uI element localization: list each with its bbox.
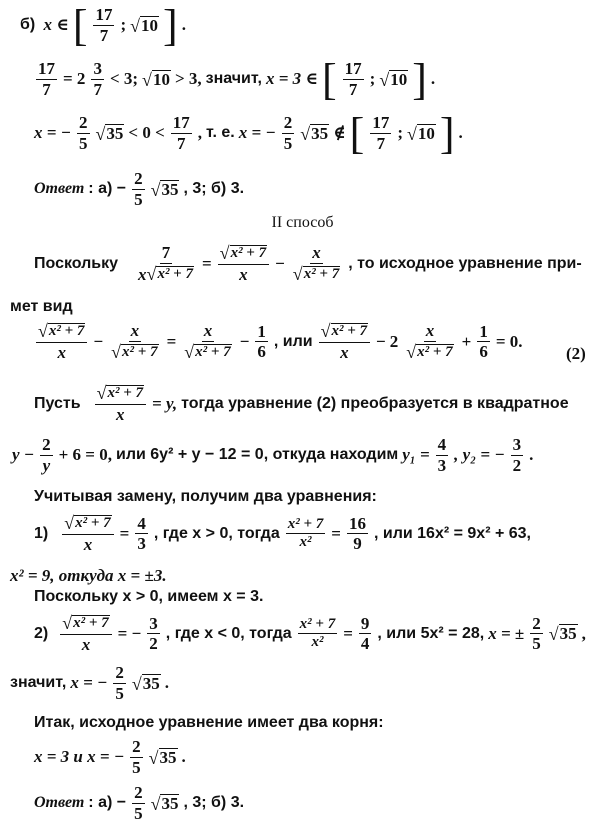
frac-3-2: $\frac{3}{2}$ — [512, 435, 522, 475]
frac-2-5: $\frac{2}{5}$ — [132, 737, 141, 777]
frac-17-7: $\frac{17}{7}$ — [38, 59, 55, 99]
conclusion-text: Итак, исходное уравнение имеет два корня: — [34, 714, 384, 731]
bracket-open: [ — [321, 54, 337, 104]
case-2-where: , где x < 0, тогда — [165, 624, 292, 642]
frac-1-6: $\frac{1}{6}$ — [257, 321, 266, 362]
y1: y₁ = — [402, 445, 430, 465]
sqrt-35: √ 35 — [131, 673, 160, 694]
case-1-line3: Поскольку x > 0, имеем x = 3. — [34, 588, 264, 605]
eq-minus: = − — [117, 623, 142, 643]
frac-x-over-sqrt: x √ x² + 7 — [406, 321, 453, 362]
frac-9-4: $\frac{9}{4}$ — [360, 613, 370, 654]
frac-17-7: $\frac{17}{7}$ — [372, 113, 390, 153]
bracket-close: ] — [439, 108, 455, 158]
word-znachit: значит, — [205, 70, 262, 88]
bracket-close: ] — [163, 0, 178, 50]
sqrt-10: √ 10 — [142, 69, 170, 90]
y-eq: = y, — [152, 393, 178, 413]
frac-x2p7-over-x2: $\frac{\text{x² + 7}}{\text{x²}}$ — [287, 515, 324, 551]
word-let: Пусть — [34, 394, 81, 412]
lt3: < 3; — [109, 69, 139, 89]
y2: , y₂ = − — [454, 445, 505, 465]
eq: = — [119, 523, 130, 543]
semicolon: ; — [120, 15, 127, 35]
word-since: Поскольку — [34, 254, 119, 272]
frac-17-7: $\frac{17}{7}$ — [95, 5, 113, 45]
sqrt-35: √ 35 — [548, 624, 577, 645]
frac-7-over-x-sqrt: 7 x √ x² + 7 — [138, 243, 193, 284]
word-znachit: значит, — [10, 674, 67, 692]
frac-3-2: $\frac{3}{2}$ — [149, 613, 158, 654]
quad-mid: или 6y² + y − 12 = 0, откуда находим — [115, 446, 399, 464]
sqrt-10: √ 10 — [407, 123, 435, 144]
answer-label: Ответ — [34, 180, 85, 198]
bracket-open: [ — [349, 108, 365, 158]
frac-sqrt-over-x: √ x² + 7 x — [62, 514, 113, 554]
frac-sqrt-over-x: √ x² + 7 x — [36, 322, 87, 362]
case-2-line2: значит, x = − $\frac{2}{5}$ √ 35 . — [10, 663, 169, 703]
word-te: т. е. — [206, 124, 235, 142]
answer-tail: , 3; б) 3. — [183, 180, 245, 198]
answer-part-a: : а) − — [88, 180, 127, 198]
bracket-open: [ — [72, 0, 88, 50]
y-minus: y − — [12, 445, 35, 465]
eq-zero: = 0. — [495, 331, 523, 351]
frac-3-7: $\frac{3}{7}$ — [93, 59, 102, 99]
frac-16-9: $\frac{16}{9}$ — [348, 513, 366, 554]
let-line — [34, 384, 569, 424]
compare-line: $\frac{17}{7}$ = 2 $\frac{3}{7}$ < 3; √ 10 > 3, значит, x = 3 ∈ [ $\frac{17}{7}$ ; √ 10 ] . — [38, 54, 436, 104]
frac-4-3: $\frac{4}{3}$ — [137, 513, 146, 554]
frac-17-7: $\frac{17}{7}$ — [172, 113, 190, 153]
x-pm: x = ± — [488, 623, 525, 643]
eq-number: (2) — [566, 344, 586, 363]
x-var: x ∈ — [39, 15, 69, 35]
frac-x2p7-over-x2: $\frac{\text{x² + 7}}{\text{x²}}$ — [299, 615, 336, 651]
frac-2-5: $\frac{2}{5}$ — [532, 613, 541, 654]
case-1-line2: x² = 9, откуда x = ±3. — [10, 566, 167, 585]
part-b-line: б) x ∈ [ $\frac{17}{7}$ ; √ 10 ] . — [20, 0, 186, 50]
x-eq-minus: x = − — [34, 123, 71, 143]
gt3: > 3, — [174, 69, 202, 89]
negative-root-line: x = − $\frac{2}{5}$ √ 35 < 0 < $\frac{17}{7}$ , т. е. x = − $\frac{2}{5}$ √ 35 ∉ [ $\frac{17}{7}$ ; √ 10 ] . — [34, 108, 463, 158]
sqrt-10: √ 10 — [130, 15, 159, 36]
frac-sqrt-over-x: √ x² + 7 x — [218, 244, 269, 284]
rel: < 0 < — [128, 123, 165, 143]
frac-x-over-sqrt: x √ x² + 7 — [111, 321, 158, 362]
case-2-label: 2) — [34, 624, 49, 642]
since-line: Поскольку 7 x √ x² + 7 = √ x² + 7 x − x √ x² + 7 , то исходное уравнение при- — [34, 243, 582, 284]
consider-line: Учитывая замену, получим два уравнения: — [34, 488, 377, 505]
case-1-label: 1) — [34, 524, 49, 542]
since-next: мет вид — [10, 298, 73, 315]
frac-2-5: $\frac{2}{5}$ — [115, 663, 124, 703]
sqrt-10: √ 10 — [379, 69, 408, 90]
frac-2-5: $\frac{2}{5}$ — [79, 113, 88, 153]
frac-2-y: $\frac{2}{y}$ — [42, 435, 51, 475]
x-eq-minus: x = − — [70, 673, 108, 693]
quadratic-line — [12, 436, 533, 475]
bracket-close: ] — [412, 54, 427, 104]
x-eq-3: x = 3 ∈ — [265, 69, 318, 89]
frac-sqrt-over-x: √ x² + 7 x — [95, 384, 146, 424]
case-1-where: , где x > 0, тогда — [153, 524, 280, 542]
coef-2: 2 — [389, 331, 399, 351]
period: . — [529, 445, 534, 465]
method-2-title: II способ — [271, 214, 334, 231]
answer-tail: , 3; б) 3. — [183, 794, 245, 812]
equation-2: √ x² + 7 x − x √ x² + 7 = x √ x² + 7 − $\frac{1}{6}$ , или √ x² + 7 x − 2 x √ x² + 7 + $\frac{1}{6}$ = 0. — [38, 321, 523, 362]
sqrt-35: √ 35 — [95, 123, 124, 144]
frac-x-over-sqrt: x √ x² + 7 — [292, 243, 340, 284]
case-1-or: , или 16x² = 9x² + 63, — [373, 524, 531, 542]
frac-2-5: $\frac{2}{5}$ — [283, 113, 293, 153]
eq-2: = 2 — [63, 69, 86, 89]
frac-sqrt-over-x: √ x² + 7 x — [60, 614, 111, 654]
roots: x = 3 и x = − — [34, 747, 125, 767]
sqrt-35: √ 35 — [150, 179, 179, 200]
answer-1 — [34, 170, 244, 209]
frac-1-6: $\frac{1}{6}$ — [479, 321, 488, 362]
frac-sqrt-over-x: √ x² + 7 x — [319, 322, 370, 362]
frac-2-5: $\frac{2}{5}$ — [134, 169, 143, 209]
plus-6: + 6 = 0, — [58, 445, 112, 465]
sqrt-35: √ 35 — [300, 123, 329, 144]
frac-17-7: $\frac{17}{7}$ — [344, 59, 362, 99]
case-1-line: 1) √ x² + 7 x = $\frac{4}{3}$ , где x > 0, тогда $\frac{\text{x² + 7}}{\text{x²}}$ = $\frac{16}{9}$ , или 16x² = 9x² + 63, — [34, 513, 531, 554]
answer-2 — [34, 784, 244, 823]
part-b-label: б) — [20, 16, 36, 34]
x-eq-minus: x = − — [238, 123, 276, 143]
frac-x-over-sqrt: x √ x² + 7 — [184, 321, 231, 362]
conclusion-roots: x = 3 и x = − $\frac{2}{5}$ √ 35 . — [34, 737, 186, 777]
case-2-or: , или 5x² = 28, — [377, 624, 485, 642]
not-in: ∉ — [333, 123, 346, 143]
answer-part-a: : а) − — [88, 794, 127, 812]
frac-4-3: $\frac{4}{3}$ — [437, 435, 447, 475]
sqrt-35: √ 35 — [150, 793, 179, 814]
case-2-line: 2) √ x² + 7 x = − $\frac{3}{2}$ , где x < 0, тогда $\frac{\text{x² + 7}}{\text{x²}}$ = $\frac{9}{4}$ , или 5x² = 28, x = ± $\frac{2}{5}$ √ 35 , — [34, 613, 586, 654]
since-tail: , то исходное уравнение при- — [348, 254, 582, 272]
frac-2-5: $\frac{2}{5}$ — [134, 783, 143, 823]
answer-label: Ответ — [34, 794, 85, 812]
let-rest: тогда уравнение (2) преобразуется в квадратное — [181, 394, 569, 412]
word-or: , или — [273, 332, 313, 350]
sqrt-35: √ 35 — [148, 747, 177, 768]
